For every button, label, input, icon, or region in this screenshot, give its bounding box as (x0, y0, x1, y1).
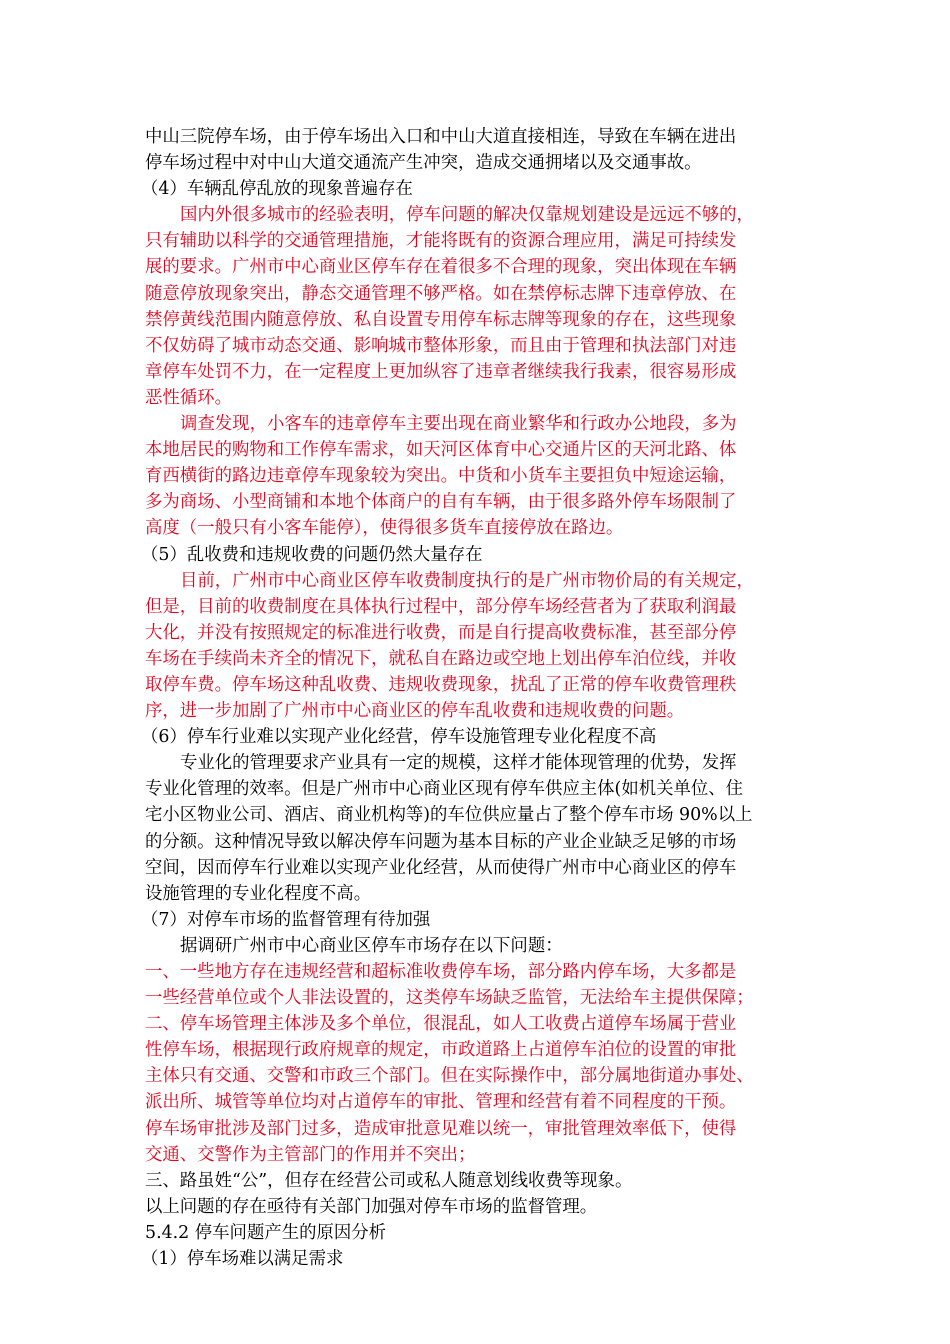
section-heading: （6）停车行业难以实现产业化经营，停车设施管理专业化程度不高 (141, 727, 657, 748)
text-line: 本地居民的购物和工作停车需求，如天河区体育中心交通片区的天河北路、体 (145, 440, 737, 461)
text-line: 恶性循环。 (145, 387, 232, 408)
text-line: 停车场审批涉及部门过多，造成审批意见难以统一，审批管理效率低下，使得 (145, 1118, 737, 1139)
text-line: 不仅妨碍了城市动态交通、影响城市整体形象，而且由于管理和执法部门对违 (145, 335, 737, 356)
section-heading: （7）对停车市场的监督管理有待加强 (141, 909, 431, 930)
text-line: 据调研广州市中心商业区停车市场存在以下问题： (180, 935, 563, 956)
section-number-heading: 5.4.2 停车问题产生的原因分析 (145, 1222, 387, 1243)
text-line: 专业化管理的效率。但是广州市中心商业区现有停车供应主体(如机关单位、住 (145, 779, 744, 800)
text-line: 随意停放现象突出，静态交通管理不够严格。如在禁停标志牌下违章停放、在 (145, 283, 737, 304)
text-line: 宅小区物业公司、酒店、商业机构等)的车位供应量占了整个停车市场 90%以上 (145, 805, 753, 826)
text-line: 空间，因而停车行业难以实现产业化经营，从而使得广州市中心商业区的停车 (145, 857, 737, 878)
text-line: 育西横街的路边违章停车现象较为突出。中货和小货车主要担负中短途运输， (145, 466, 737, 487)
text-line: 章停车处罚不力，在一定程度上更加纵容了违章者继续我行我素，很容易形成 (145, 361, 737, 382)
text-line: 国内外很多城市的经验表明，停车问题的解决仅靠规划建设是远远不够的， (180, 205, 754, 226)
text-line: 的分额。这种情况导致以解决停车问题为基本目标的产业企业缺乏足够的市场 (145, 831, 737, 852)
text-line: 二、停车场管理主体涉及多个单位，很混乱，如人工收费占道停车场属于营业 (145, 1014, 737, 1035)
text-line: 序，进一步加剧了广州市中心商业区的停车乱收费和违规收费的问题。 (145, 701, 685, 722)
text-line: 性停车场，根据现行政府规章的规定，市政道路上占道停车泊位的设置的审批 (145, 1040, 737, 1061)
text-line: 一、一些地方存在违规经营和超标准收费停车场，部分路内停车场，大多都是 (145, 962, 737, 982)
text-line: 中山三院停车场，由于停车场出入口和中山大道直接相连，导致在车辆在进出 (145, 127, 737, 147)
text-line: 只有辅助以科学的交通管理措施，才能将既有的资源合理应用，满足可持续发 (145, 231, 737, 252)
text-line: 调查发现，小客车的违章停车主要出现在商业繁华和行政办公地段，多为 (180, 414, 737, 435)
text-line: 停车场过程中对中山大道交通流产生冲突，造成交通拥堵以及交通事故。 (145, 153, 702, 174)
text-line: 一些经营单位或个人非法设置的，这类停车场缺乏监管，无法给车主提供保障； (145, 988, 754, 1009)
text-line: 主体只有交通、交警和市政三个部门。但在实际操作中，部分属地街道办事处、 (145, 1066, 754, 1087)
text-line: 派出所、城管等单位均对占道停车的审批、管理和经营有着不同程度的干预。 (145, 1092, 737, 1113)
section-heading: （1）停车场难以满足需求 (141, 1249, 344, 1270)
text-line: 设施管理的专业化程度不高。 (145, 883, 372, 904)
text-line: 交通、交警作为主管部门的作用并不突出； (145, 1144, 476, 1165)
section-heading: （4）车辆乱停乱放的现象普遍存在 (141, 179, 413, 200)
text-line: 禁停黄线范围内随意停放、私自设置专用停车标志牌等现象的存在，这些现象 (145, 309, 737, 330)
text-line: 车场在手续尚未齐全的情况下，就私自在路边或空地上划出停车泊位线，并收 (145, 648, 737, 669)
text-line: 以上问题的存在亟待有关部门加强对停车市场的监督管理。 (145, 1196, 598, 1217)
text-line: 但是，目前的收费制度在具体执行过程中，部分停车场经营者为了获取利润最 (145, 596, 737, 617)
text-line: 三、路虽姓“公”，但存在经营公司或私人随意划线收费等现象。 (145, 1170, 633, 1191)
text-line: 取停车费。停车场这种乱收费、违规收费现象，扰乱了正常的停车收费管理秩 (145, 674, 737, 695)
text-line: 多为商场、小型商铺和本地个体商户的自有车辆，由于很多路外停车场限制了 (145, 492, 737, 513)
document-body (141, 124, 813, 1272)
text-line: 展的要求。广州市中心商业区停车存在着很多不合理的现象，突出体现在车辆 (145, 257, 737, 278)
section-heading: （5）乱收费和违规收费的问题仍然大量存在 (141, 544, 483, 565)
text-line: 目前，广州市中心商业区停车收费制度执行的是广州市物价局的有关规定， (180, 570, 754, 591)
text-line: 高度（一般只有小客车能停），使得很多货车直接停放在路边。 (145, 518, 624, 539)
text-line: 专业化的管理要求产业具有一定的规模，这样才能体现管理的优势，发挥 (180, 753, 737, 774)
text-line: 大化，并没有按照规定的标准进行收费，而是自行提高收费标准，甚至部分停 (145, 622, 737, 643)
